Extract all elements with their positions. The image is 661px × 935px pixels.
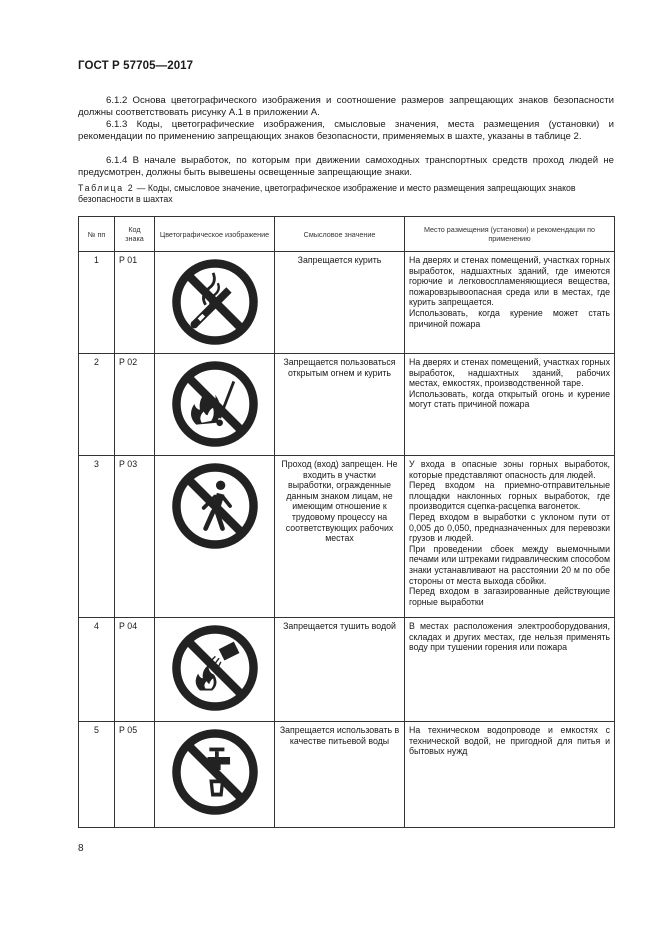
paragraph-6-1-4: [78, 155, 614, 178]
header-image: Цветографическое изображение: [155, 217, 275, 252]
page-number: 8: [78, 843, 84, 854]
table-row: [79, 722, 615, 828]
paragraph-6-1-2: [78, 95, 614, 118]
document-header: ГОСТ Р 57705—2017: [78, 60, 194, 72]
sign-meaning: Запрещается тушить водой: [275, 618, 405, 722]
sign-meaning: Запрещается курить: [275, 252, 405, 354]
row-number: 2: [79, 354, 115, 456]
sign-code: Р 04: [115, 618, 155, 722]
sign-meaning: Запрещается пользоваться открытым огнем и курить: [275, 354, 405, 456]
row-number: 5: [79, 722, 115, 828]
table-row: [79, 618, 615, 722]
sign-code: Р 02: [115, 354, 155, 456]
prohibition-signs-table: [78, 216, 615, 828]
paragraph-text: 6.1.4 В начале выработок, по которым при движении самоходных транспортных средств проход людей не предусмотрен, должны быть вывешены освещенные запрещающие знаки.: [78, 155, 614, 178]
table-header-row: [79, 217, 615, 252]
header-code: Код знака: [115, 217, 155, 252]
sign-code: Р 01: [115, 252, 155, 354]
no-entry-pedestrian-sign-icon: [168, 459, 262, 553]
table-row: [79, 456, 615, 618]
paragraph-text: 6.1.3 Коды, цветографические изображения, смысловые значения, места размещения (установки) и рекомендации по применению запрещающих знаков безопасности, применяемых в шахте, указаны в таблице 2.: [78, 119, 614, 142]
not-drinking-water-sign-icon: [168, 725, 262, 819]
sign-placement: В местах расположения электрооборудования, складах и других местах, где нельзя применять воду при тушении горения или пожара: [405, 618, 615, 722]
sign-meaning: Запрещается использовать в качестве питьевой воды: [275, 722, 405, 828]
paragraph-text: 6.1.2 Основа цветографического изображения и соотношение размеров запрещающих знаков безопасности должны соответствовать рисунку А.1 в приложении А.: [78, 95, 614, 118]
no-smoking-sign-icon: [168, 255, 262, 349]
row-number: 3: [79, 456, 115, 618]
table-caption-label: Таблица 2: [78, 183, 135, 193]
header-meaning: Смысловое значение: [275, 217, 405, 252]
sign-placement: У входа в опасные зоны горных выработок, которые представляют опасность для людей. Перед входом на приемно-отправительные площадки наклонных горных выработок, где производится сцепка-расцепка вагонеток. Перед входом в выработки с уклоном пути от 0,005 до 0,050, предназначенных для перевозки грузов и людей. При проведении сбоек между выемочными печами или штреками гидравлическим способом знаки устанавливают на расстоянии 20 м по обе стороны от места выхода сбойки. Перед входом в загазированные действующие горные выработки: [405, 456, 615, 618]
sign-placement: На дверях и стенах помещений, участках горных выработок, надшахтных зданий, где имеются горючие и легковоспламеняющиеся вещества, пожаровзрывоопасная среда или в местах, где курить запрещается. Использовать, когда курение может стать причиной пожара: [405, 252, 615, 354]
sign-meaning: Проход (вход) запрещен. Не входить в участки выработки, огражденные данным знаком лицам, не имеющим отношение к трудовому процессу на соответствующих рабочих местах: [275, 456, 405, 618]
paragraph-6-1-3: [78, 119, 614, 142]
table-caption: [78, 183, 614, 205]
sign-code: Р 03: [115, 456, 155, 618]
no-open-flame-sign-icon: [168, 357, 262, 451]
row-number: 1: [79, 252, 115, 354]
sign-placement: На техническом водопроводе и емкостях с технической водой, не пригодной для питья и бытовых нужд: [405, 722, 615, 828]
header-place: Место размещения (установки) и рекомендации по применению: [405, 217, 615, 252]
no-water-extinguishing-sign-icon: [168, 621, 262, 715]
table-row: [79, 252, 615, 354]
table-row: [79, 354, 615, 456]
sign-placement: На дверях и стенах помещений, участках горных выработок, надшахтных зданий, рабочих местах, емкостях, производственной таре. Использовать, когда открытый огонь и курение могут стать причиной пожара: [405, 354, 615, 456]
table-caption-text: — Коды, смысловое значение, цветографическое изображение и место размещения запрещающих знаков безопасности в шахтах: [78, 183, 576, 204]
header-num: № пп: [79, 217, 115, 252]
sign-code: Р 05: [115, 722, 155, 828]
row-number: 4: [79, 618, 115, 722]
